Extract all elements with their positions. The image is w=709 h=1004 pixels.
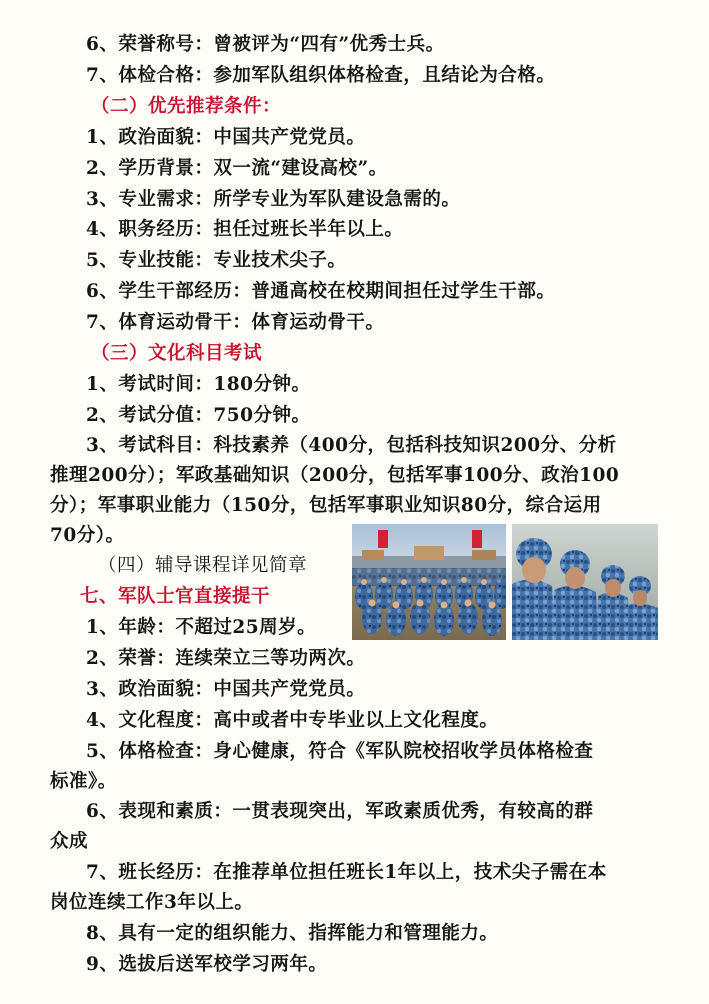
text-line: 2、荣誉：连续荣立三等功两次。	[86, 648, 366, 669]
text-line: 2、考试分值：750分钟。	[86, 405, 311, 426]
text-line: 6、表现和素质：一贯表现突出，军政素质优秀，有较高的群	[86, 801, 594, 822]
soldiers-closeup-photo	[512, 524, 658, 640]
text-line: 3、考试科目：科技素养（400分，包括科技知识200分、分析	[86, 435, 617, 456]
text-line: 1、政治面貌：中国共产党党员。	[86, 127, 366, 148]
text-line: 6、学生干部经历：普通高校在校期间担任过学生干部。	[86, 281, 556, 302]
text-line: 岗位连续工作3年以上。	[50, 892, 254, 913]
text-line: 3、专业需求：所学专业为军队建设急需的。	[86, 189, 461, 210]
text-line: 8、具有一定的组织能力、指挥能力和管理能力。	[86, 923, 499, 944]
text-line: 4、文化程度：高中或者中专毕业以上文化程度。	[86, 710, 499, 731]
text-line: 70分）。	[50, 525, 125, 546]
text-line: （四）辅导课程详见简章	[98, 555, 308, 576]
text-line: 标准》。	[50, 771, 117, 792]
text-line: 众成	[50, 831, 89, 852]
text-line: 9、选拔后送军校学习两年。	[86, 954, 328, 975]
text-line: 3、政治面貌：中国共产党党员。	[86, 679, 366, 700]
text-line: 6、荣誉称号：曾被评为“四有”优秀士兵。	[86, 34, 445, 55]
section-heading: 七、军队士官直接提干	[80, 586, 271, 607]
parade-ground-photo	[352, 524, 506, 640]
text-line: 7、班长经历：在推荐单位担任班长1年以上，技术尖子需在本	[86, 862, 607, 883]
text-line: 2、学历背景：双一流“建设高校”。	[86, 158, 388, 179]
text-line: 分）；军事职业能力（150分，包括军事职业知识80分，综合运用	[50, 495, 602, 516]
text-line: 推理200分）；军政基础知识（200分，包括军事100分、政治100	[50, 465, 620, 486]
section-heading: （三）文化科目考试	[91, 343, 263, 364]
text-line: 7、体育运动骨干：体育运动骨干。	[86, 312, 385, 333]
text-line: 1、年龄：不超过25周岁。	[86, 617, 317, 638]
text-line: 7、体检合格：参加军队组织体格检查，且结论为合格。	[86, 65, 556, 86]
text-line: 1、考试时间：180分钟。	[86, 374, 311, 395]
text-line: 5、专业技能：专业技术尖子。	[86, 250, 347, 271]
text-line: 4、职务经历：担任过班长半年以上。	[86, 219, 404, 240]
section-heading: （二）优先推荐条件：	[91, 96, 282, 117]
text-line: 5、体格检查：身心健康，符合《军队院校招收学员体格检查	[86, 741, 594, 762]
